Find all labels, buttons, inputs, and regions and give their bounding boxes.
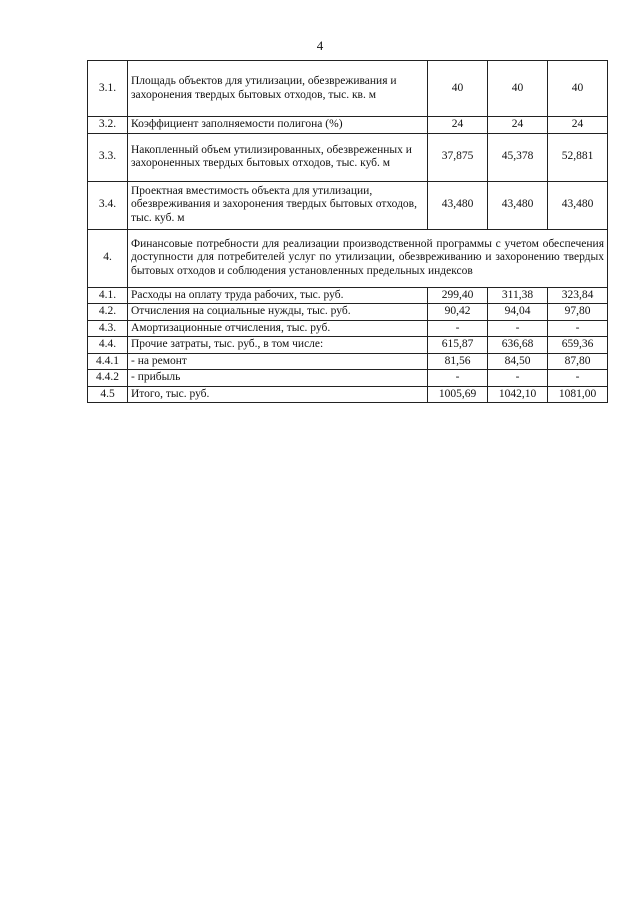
value-cell: 40 [428,61,488,117]
table-row [88,304,608,321]
table-row [88,370,608,387]
value-cell: - [488,320,548,337]
value-cell: 43,480 [428,181,488,229]
value-cell: 45,378 [488,133,548,181]
value-cell: 24 [488,117,548,134]
row-number: 3.1. [88,61,128,117]
row-label: Итого, тыс. руб. [128,386,428,403]
table-row [88,61,608,117]
row-number: 4.4.2 [88,370,128,387]
value-cell: 636,68 [488,337,548,354]
row-number: 3.3. [88,133,128,181]
table-row [88,386,608,403]
row-label: Проектная вместимость объекта для утилизации, обезвреживания и захоронения твердых бытовых отходов, тыс. куб. м [128,181,428,229]
value-cell: 90,42 [428,304,488,321]
value-cell: 43,480 [548,181,608,229]
row-number: 4.3. [88,320,128,337]
value-cell: 659,36 [548,337,608,354]
value-cell: 43,480 [488,181,548,229]
value-cell: - [428,320,488,337]
value-cell: 37,875 [428,133,488,181]
value-cell: 40 [488,61,548,117]
row-label: Площадь объектов для утилизации, обезвреживания и захоронения твердых бытовых отходов, тыс. кв. м [128,61,428,117]
table-row [88,181,608,229]
row-label: Коэффициент заполняемости полигона (%) [128,117,428,134]
row-number: 3.2. [88,117,128,134]
row-label: Прочие затраты, тыс. руб., в том числе: [128,337,428,354]
row-label: - на ремонт [128,353,428,370]
value-cell: - [548,370,608,387]
table-row [88,353,608,370]
value-cell: 299,40 [428,287,488,304]
row-number: 4.5 [88,386,128,403]
section-title: Финансовые потребности для реализации производственной программы с учетом обеспечения доступности для потребителей услуг по утилизации, обезвреживанию и захоронению твердых бытовых отходов и соблюдения установленных предельных индексов [128,229,608,287]
value-cell: - [488,370,548,387]
row-number: 4.4.1 [88,353,128,370]
row-number: 3.4. [88,181,128,229]
row-label: Отчисления на социальные нужды, тыс. руб. [128,304,428,321]
row-label: Расходы на оплату труда рабочих, тыс. руб. [128,287,428,304]
table-row [88,320,608,337]
value-cell: 40 [548,61,608,117]
value-cell: 84,50 [488,353,548,370]
row-number: 4.1. [88,287,128,304]
value-cell: 311,38 [488,287,548,304]
value-cell: 1005,69 [428,386,488,403]
table-row [88,117,608,134]
value-cell: 1081,00 [548,386,608,403]
value-cell: - [548,320,608,337]
row-number: 4.4. [88,337,128,354]
section-number: 4. [88,229,128,287]
value-cell: 94,04 [488,304,548,321]
value-cell: 323,84 [548,287,608,304]
row-number: 4.2. [88,304,128,321]
value-cell: 24 [548,117,608,134]
table-row [88,337,608,354]
value-cell: 87,80 [548,353,608,370]
table-row [88,287,608,304]
value-cell: - [428,370,488,387]
value-cell: 52,881 [548,133,608,181]
value-cell: 97,80 [548,304,608,321]
value-cell: 81,56 [428,353,488,370]
value-cell: 1042,10 [488,386,548,403]
row-label: Накопленный объем утилизированных, обезвреженных и захороненных твердых бытовых отходов, тыс. куб. м [128,133,428,181]
data-table [87,60,608,403]
page-number: 4 [316,38,324,53]
row-label: Амортизационные отчисления, тыс. руб. [128,320,428,337]
table-row [88,133,608,181]
value-cell: 24 [428,117,488,134]
value-cell: 615,87 [428,337,488,354]
row-label: - прибыль [128,370,428,387]
section-row [88,229,608,287]
